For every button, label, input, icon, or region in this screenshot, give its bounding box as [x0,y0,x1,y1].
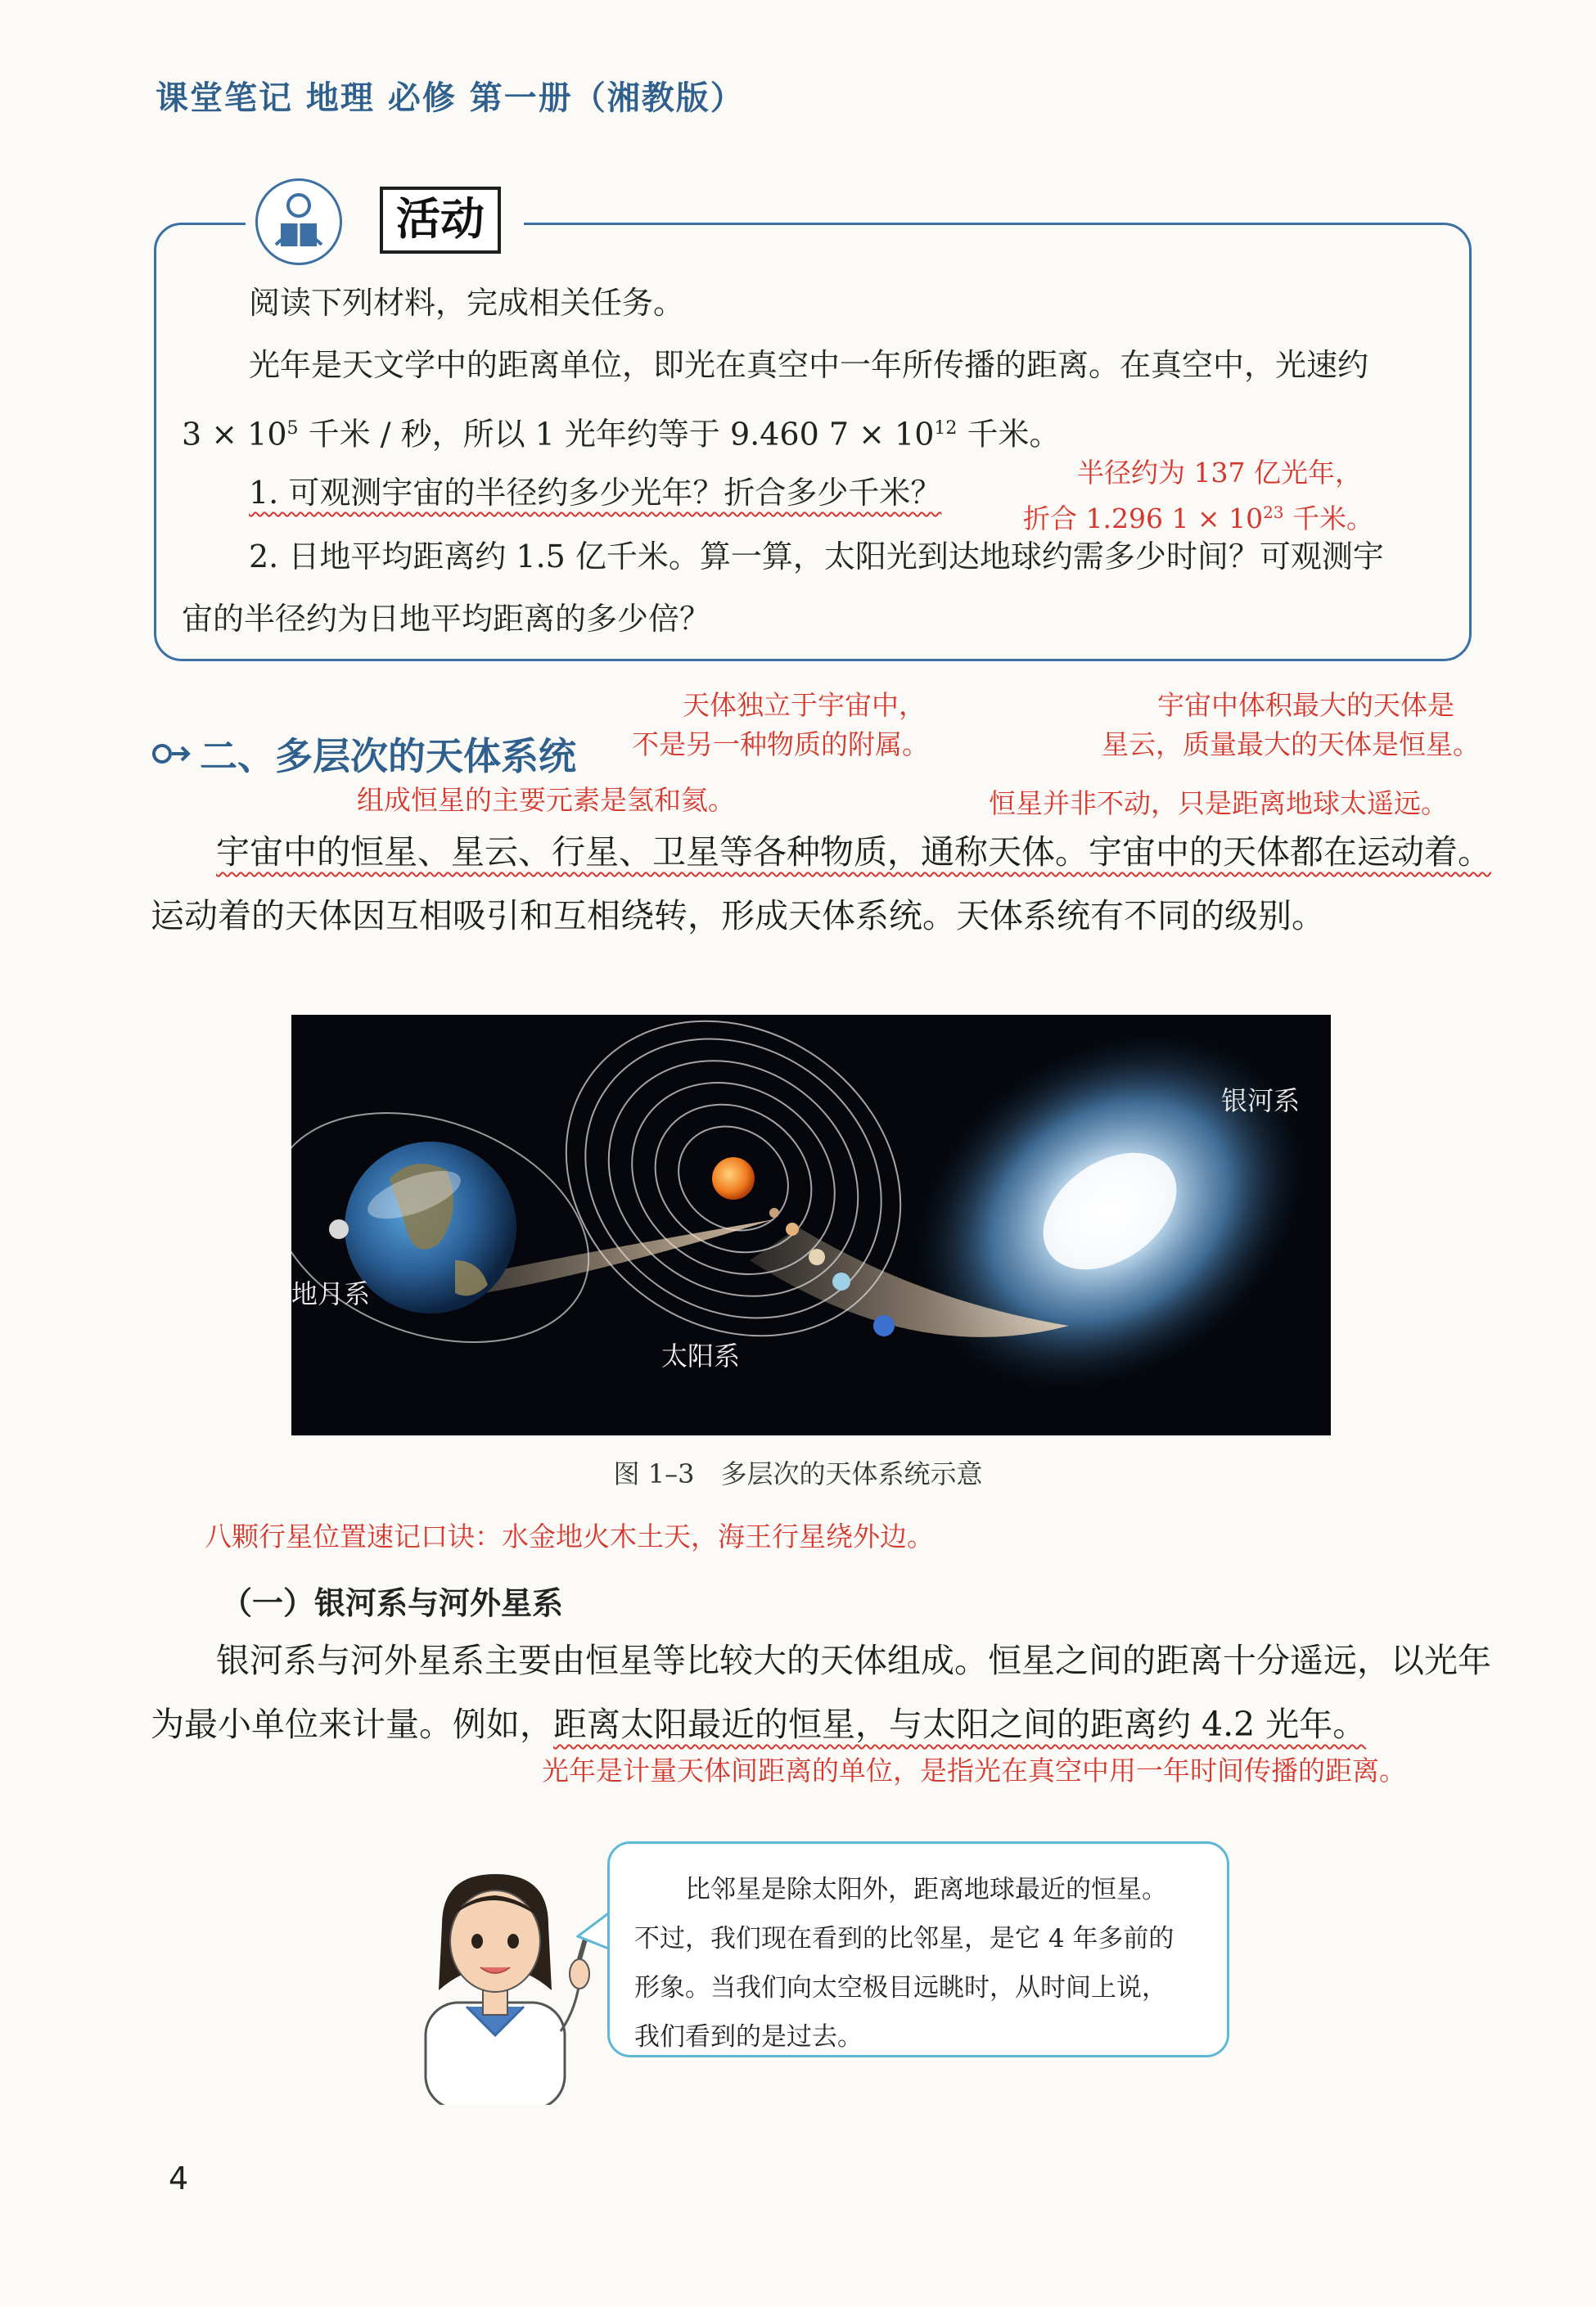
activity-question-1: 1. 可观测宇宙的半径约多少光年？折合多少千米？ [249,475,942,511]
note-largest-body-1: 宇宙中体积最大的天体是 [1157,689,1454,721]
section-paragraph-line2: 运动着的天体因互相吸引和互相绕转，形成天体系统。天体系统有不同的级别。 [151,896,1325,935]
activity-paragraph-line2: $3 \times 10^5$ 千米 / 秒，所以 1 光年约等于 9.460 $7 \times 10^{12}$ 千米。 [182,416,1061,453]
activity-intro: 阅读下列材料，完成相关任务。 [249,285,685,321]
sun [712,1157,755,1200]
note-stars-move: 恒星并非不动，只是距离地球太遥远。 [989,787,1448,819]
section-title: 二、多层次的天体系统 [200,734,576,778]
answer-note-line2: 折合 1.296 $1 \times 10^{23}$ 千米。 [1023,502,1374,534]
label-solar-system: 太阳系 [661,1340,741,1372]
celestial-systems-figure [291,1015,1331,1435]
speech-bubble [607,1841,1229,2057]
subsection-line1: 银河系与河外星系主要由恒星等比较大的天体组成。恒星之间的距离十分遥远，以光年 [216,1641,1491,1680]
page-number: 4 [169,2161,189,2197]
bubble-line-1: 比邻星是除太阳外，距离地球最近的恒星。 [685,1875,1167,1904]
reader-icon [255,178,342,265]
activity-paragraph-line1: 光年是天文学中的距离单位，即光在真空中一年所传播的距离。在真空中，光速约 [249,347,1369,383]
note-largest-body-2: 星云，质量最大的天体是恒星。 [1102,728,1480,760]
bubble-line-2: 不过，我们现在看到的比邻星，是它 4 年多前的 [634,1924,1174,1953]
activity-label: 活动 [380,187,501,254]
note-celestial-independent-2: 不是另一种物质的附属。 [632,728,929,760]
subsection-title: （一）银河系与河外星系 [221,1585,564,1621]
activity-question-2-line1: 2. 日地平均距离约 1.5 亿千米。算一算，太阳光到达地球约需多少时间？可观测宇 [249,538,1384,574]
note-star-elements: 组成恒星的主要元素是氢和氦。 [357,784,735,816]
subsection-line2: 为最小单位来计量。例如，距离太阳最近的恒星，与太阳之间的距离约 4.2 光年。 [151,1705,1367,1744]
label-earth-moon-system: 地月系 [291,1278,371,1309]
light-year-note: 光年是计量天体间距离的单位，是指光在真空中用一年时间传播的距离。 [542,1755,1406,1787]
figure-caption: 图 1–3 多层次的天体系统示意 [613,1458,983,1489]
planet-mnemonic-note: 八颗行星位置速记口诀：水金地火木土天，海王行星绕外边。 [205,1521,934,1552]
moon [329,1219,349,1239]
answer-note-line1: 半径约为 137 亿光年， [1077,457,1362,489]
section-paragraph-line1: 宇宙中的恒星、星云、行星、卫星等各种物质，通称天体。宇宙中的天体都在运动着。 [216,832,1491,872]
bubble-line-3: 形象。当我们向太空极目远眺时，从时间上说， [634,1973,1167,2003]
label-milky-way: 银河系 [1221,1085,1301,1116]
note-celestial-independent-1: 天体独立于宇宙中， [683,689,926,721]
girl-illustration [385,1859,597,2108]
activity-question-2-line2: 宙的半径约为日地平均距离的多少倍？ [182,601,711,637]
bubble-line-4: 我们看到的是过去。 [634,2022,863,2052]
page-header: 课堂笔记 地理 必修 第一册（湘教版） [156,79,745,117]
neptune [873,1315,895,1336]
section-marker-icon [151,740,193,771]
